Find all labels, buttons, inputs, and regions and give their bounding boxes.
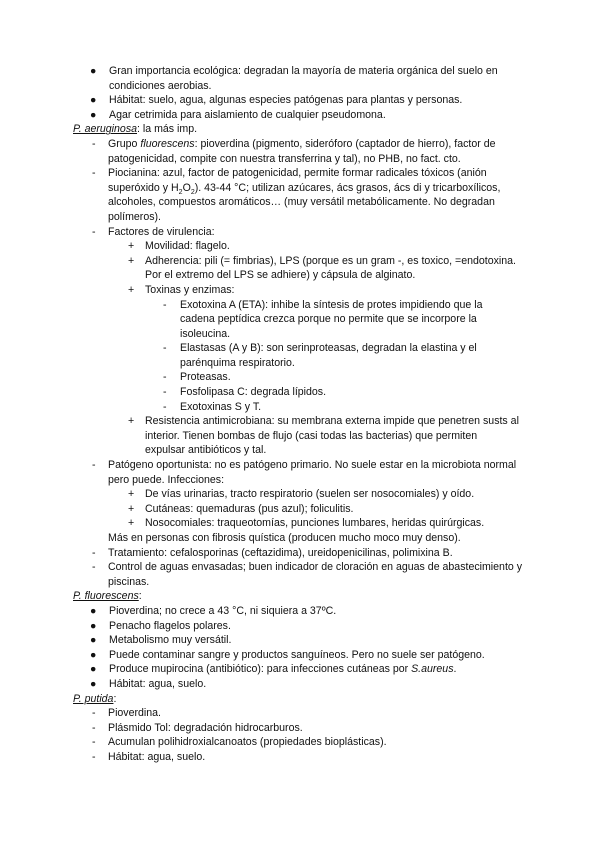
fluorescens-bullet: ● Penacho flagelos polares. <box>90 619 231 632</box>
toxin-item: - Exotoxina A (ETA): inhibe la síntesis de protes impidiendo que la cadena peptídica crezca porque no permite que se incorpore la isoleucina. <box>163 298 483 340</box>
bullet-dot-icon: ● <box>90 619 97 632</box>
plus-marker-icon: + <box>128 517 135 530</box>
toxin-item: - Fosfolipasa C: degrada lípidos. <box>163 386 327 399</box>
putida-item: - Pioverdina. <box>92 707 161 720</box>
dash-marker-icon: - <box>92 167 96 180</box>
plus-marker-icon: + <box>128 488 135 501</box>
infection-item: + Cutáneas: quemaduras (pus azul); foliculitis. <box>128 502 354 515</box>
dash-marker-icon: - <box>163 342 167 355</box>
bullet-dot-icon: ● <box>90 604 97 617</box>
putida-item: - Plásmido Tol: degradación hidrocarburos. <box>92 721 303 734</box>
dash-marker-icon: - <box>92 750 96 763</box>
sub-item-resistencia: + Resistencia antimicrobiana: su membrana externa impide que penetren susts al interior. Tienen bombas de flujo (casi todas las bacterias) que permiten expulsar antibióticos y tal. <box>128 415 519 457</box>
list-item-piocianina: - Piocianina: azul, factor de patogenicidad, permite formar radicales tóxicos (anión superóxido y $H_2O_2$). 43-44 °C; utilizan azúcares, ács grasos, ács di y tricarboxílicos, alcoholes, compuestos aromáticos… (muy versátil metabólicamente. No degradan polímeros). <box>92 167 501 223</box>
list-item-oportunista: - Patógeno oportunista: no es patógeno primario. No suele estar en la microbiota normal pero puede. Infecciones: <box>92 459 517 486</box>
bullet-dot-icon: ● <box>90 663 97 676</box>
putida-item: - Acumulan polihidroxialcanoatos (propiedades bioplásticas). <box>92 736 387 749</box>
bullet-dot-icon: ● <box>90 677 97 690</box>
putida-item: - Hábitat: agua, suelo. <box>92 750 206 763</box>
infection-item: + Nosocomiales: traqueotomías, punciones lumbares, heridas quirúrgicas. <box>128 517 485 530</box>
dash-marker-icon: - <box>92 707 96 720</box>
fluorescens-bullet: ● Pioverdina; no crece a 43 °C, ni siquiera a 37ºC. <box>90 604 337 617</box>
dash-marker-icon: - <box>92 137 96 150</box>
infection-item: + De vías urinarias, tracto respiratorio (suelen ser nosocomiales) y oído. <box>128 488 475 501</box>
list-item-virulencia: - Factores de virulencia: <box>92 225 215 238</box>
toxin-item: - Exotoxinas S y T. <box>163 400 262 413</box>
intro-bullet: ● Gran importancia ecológica: degradan la mayoría de materia orgánica del suelo en condiciones aerobias. <box>90 65 498 92</box>
section-heading-fluorescens: P. fluorescens: <box>73 590 142 603</box>
dash-marker-icon: - <box>92 225 96 238</box>
dash-marker-icon: - <box>163 400 167 413</box>
bullet-dot-icon: ● <box>90 65 97 77</box>
intro-bullet: ● Agar cetrimida para aislamiento de cualquier pseudomona. <box>90 108 386 121</box>
list-item-tratamiento: - Tratamiento: cefalosporinas (ceftazidima), ureidopenicilinas, polimixina B. <box>92 546 453 559</box>
fluorescens-bullet: ● Metabolismo muy versátil. <box>90 634 232 647</box>
section-heading-aeruginosa: P. aeruginosa: la más imp. <box>73 123 198 136</box>
toxin-item: - Proteasas. <box>163 371 231 384</box>
plus-marker-icon: + <box>128 502 135 515</box>
bullet-dot-icon: ● <box>90 648 97 661</box>
dash-marker-icon: - <box>92 546 96 559</box>
dash-marker-icon: - <box>163 298 167 311</box>
plus-marker-icon: + <box>128 415 135 428</box>
sub-item-toxinas: + Toxinas y enzimas: <box>128 283 235 296</box>
section-heading-putida: P. putida: <box>73 692 117 705</box>
fluorescens-bullet: ● Produce mupirocina (antibiótico): para infecciones cutáneas por S.aureus. <box>90 663 457 676</box>
dash-marker-icon: - <box>92 736 96 749</box>
bullet-dot-icon: ● <box>90 108 97 121</box>
dash-marker-icon: - <box>92 561 96 574</box>
fluorescens-bullet: ● Hábitat: agua, suelo. <box>90 677 207 690</box>
dash-marker-icon: - <box>92 721 96 734</box>
dash-marker-icon: - <box>163 386 167 399</box>
fibrosis-note: Más en personas con fibrosis quística (producen mucho moco muy denso). <box>108 532 461 544</box>
fluorescens-bullet: ● Puede contaminar sangre y productos sanguíneos. Pero no suele ser patógeno. <box>90 648 485 661</box>
sub-item-adherencia: + Adherencia: pili (= fimbrias), LPS (porque es un gram -, es toxico, =endotoxina. Por el extremo del LPS se adhiere) y cápsula de alginato. <box>128 254 516 282</box>
list-item-control: - Control de aguas envasadas; buen indicador de cloración en aguas de abastecimiento y piscinas. <box>92 561 523 588</box>
intro-bullet: ● Hábitat: suelo, agua, algunas especies patógenas para plantas y personas. <box>90 94 463 107</box>
plus-marker-icon: + <box>128 283 135 296</box>
plus-marker-icon: + <box>128 240 135 253</box>
document-page <box>0 64 600 765</box>
bullet-dot-icon: ● <box>90 634 97 647</box>
dash-marker-icon: - <box>163 371 167 384</box>
plus-marker-icon: + <box>128 254 135 267</box>
bullet-dot-icon: ● <box>90 94 97 107</box>
dash-marker-icon: - <box>92 459 96 472</box>
sub-item-movilidad: + Movilidad: flagelo. <box>128 240 230 253</box>
list-item-grupo: - Grupo fluorescens: pioverdina (pigmento, sideróforo (captador de hierro), factor de patogenicidad, compite con nuestra transferrina y tal), no PHB, no fact. cto. <box>92 137 496 165</box>
toxin-item: - Elastasas (A y B): son serinproteasas, degradan la elastina y el parénquima respiratorio. <box>163 342 477 369</box>
